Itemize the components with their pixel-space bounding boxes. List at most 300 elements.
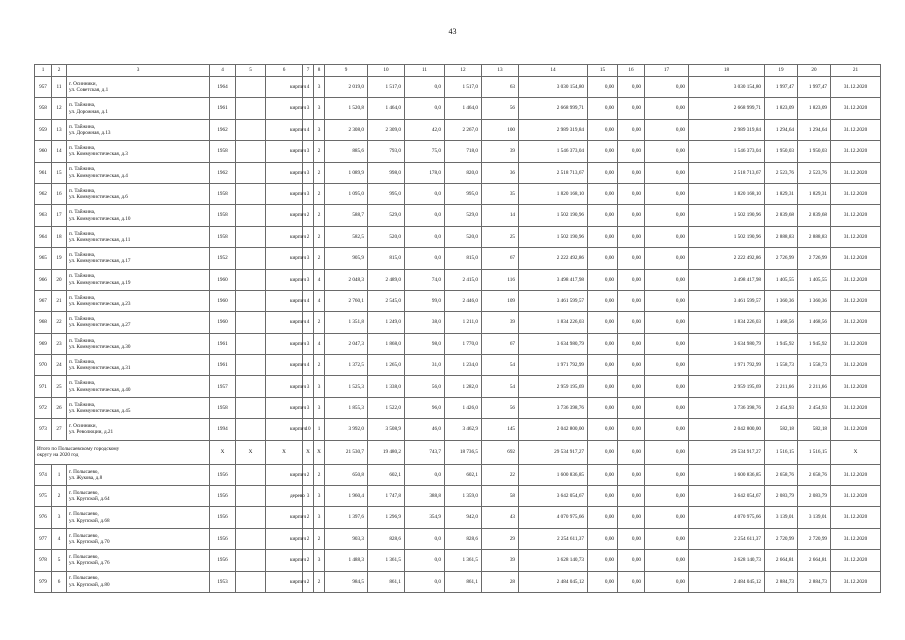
row-number-cell: 965	[35, 248, 52, 269]
entrances-cell: 2	[314, 464, 325, 485]
value-cell-c11: 38,0	[405, 312, 445, 333]
row-index-cell: 15	[52, 162, 67, 183]
date-cell: 31.12.2020	[831, 183, 881, 204]
value-cell-c10: 793,0	[368, 141, 405, 162]
row-index-cell: 24	[52, 355, 67, 376]
value-cell-c19: 2 523,76	[765, 162, 798, 183]
address-street: ул. Коммунистическая, д.19	[69, 279, 131, 286]
value-cell-c12: 2 267,0	[445, 119, 482, 140]
row-index-cell: 4	[52, 528, 67, 549]
value-cell-c20: 2 664,81	[798, 550, 831, 571]
table-row	[35, 333, 881, 354]
value-cell-c10: 2 309,0	[368, 119, 405, 140]
entrances-cell: 2	[314, 141, 325, 162]
address-street: ул. Крупской, д.76	[69, 560, 110, 567]
year-cell: 1956	[210, 507, 236, 528]
value-cell-c9: 2 019,0	[325, 77, 368, 98]
date-cell: 31.12.2020	[831, 269, 881, 290]
wall-material-cell: кирпич	[266, 226, 303, 247]
column-number-header: 9	[325, 65, 368, 77]
row-number-cell: 978	[35, 550, 52, 571]
value-cell-c11: 98,0	[405, 333, 445, 354]
year-cell: 1952	[210, 248, 236, 269]
address-cell	[67, 507, 210, 528]
address-cell	[67, 528, 210, 549]
entrances-cell: 4	[314, 290, 325, 311]
column-number-header: 21	[831, 65, 881, 77]
floors-cell: 3	[303, 376, 314, 397]
value-cell-c19: 2 720,99	[765, 528, 798, 549]
floors-cell: 3	[303, 397, 314, 418]
row-index-cell: 11	[52, 77, 67, 98]
wall-material-cell: кирпич	[266, 77, 303, 98]
entrances-cell: 3	[314, 397, 325, 418]
value-cell-c20: 1 950,03	[798, 141, 831, 162]
empty-cell	[236, 98, 266, 119]
date-cell: 31.12.2020	[831, 205, 881, 226]
value-cell-c12: 3 462,9	[445, 419, 482, 440]
summary-cell-c8: X	[314, 440, 325, 464]
empty-cell	[236, 397, 266, 418]
value-cell-c16: 0,00	[618, 464, 645, 485]
summary-cell-c12: 18 736,5	[445, 440, 482, 464]
row-number-cell: 969	[35, 333, 52, 354]
value-cell-c15: 0,00	[588, 486, 618, 507]
value-cell-c19: 1 945,92	[765, 333, 798, 354]
value-cell-c16: 0,00	[618, 248, 645, 269]
wall-material-cell: кирпич	[266, 119, 303, 140]
value-cell-c10: 995,0	[368, 183, 405, 204]
floors-cell: 2	[303, 528, 314, 549]
value-cell-c15: 0,00	[588, 183, 618, 204]
value-cell-c19: 2 211,66	[765, 376, 798, 397]
row-number-cell: 979	[35, 571, 52, 592]
value-cell-c14: 1 600 836,85	[519, 464, 588, 485]
floors-cell: 3	[303, 141, 314, 162]
address-locality: п. Тайжина,	[69, 337, 96, 344]
value-cell-c13: 145	[482, 419, 519, 440]
value-cell-c18: 3 634 980,79	[689, 333, 765, 354]
value-cell-c13: 39	[482, 141, 519, 162]
address-locality: п. Тайжина,	[69, 166, 96, 173]
row-index-cell: 5	[52, 550, 67, 571]
summary-label	[35, 440, 210, 464]
date-cell: 31.12.2020	[831, 162, 881, 183]
table-row	[35, 269, 881, 290]
value-cell-c12: 602,1	[445, 464, 482, 485]
address-street: ул. Крупской, д.80	[69, 581, 110, 588]
page-number: 43	[448, 27, 457, 36]
row-index-cell: 26	[52, 397, 67, 418]
column-number-header: 1	[35, 65, 52, 77]
value-cell-c14: 2 222 492,86	[519, 248, 588, 269]
wall-material-cell: кирпич	[266, 248, 303, 269]
address-street: ул. Коммунистическая, д.40	[69, 386, 131, 393]
row-number-cell: 971	[35, 376, 52, 397]
value-cell-c18: 3 642 054,67	[689, 486, 765, 507]
value-cell-c13: 36	[482, 162, 519, 183]
value-cell-c12: 815,0	[445, 248, 482, 269]
value-cell-c13: 14	[482, 205, 519, 226]
value-cell-c20: 2 888,83	[798, 226, 831, 247]
value-cell-c11: 0,0	[405, 98, 445, 119]
table-row	[35, 183, 881, 204]
value-cell-c10: 2 545,0	[368, 290, 405, 311]
year-cell: 1956	[210, 550, 236, 571]
address-street: ул. Революции, д.21	[69, 429, 114, 436]
value-cell-c20: 1 558,73	[798, 355, 831, 376]
value-cell-c12: 1 361,5	[445, 550, 482, 571]
column-number-header: 15	[588, 65, 618, 77]
value-cell-c20: 2 454,93	[798, 397, 831, 418]
value-cell-c18: 2 222 492,86	[689, 248, 765, 269]
address-locality: п. Тайжина,	[69, 230, 96, 237]
value-cell-c20: 2 083,79	[798, 486, 831, 507]
table-row	[35, 397, 881, 418]
address-locality: г. Полысаево,	[69, 468, 99, 475]
date-cell: 31.12.2020	[831, 397, 881, 418]
value-cell-c16: 0,00	[618, 571, 645, 592]
value-cell-c10: 1 464,0	[368, 98, 405, 119]
address-cell	[67, 77, 210, 98]
summary-cell-c10: 19 480,2	[368, 440, 405, 464]
column-number-header: 17	[645, 65, 689, 77]
value-cell-c18: 2 254 611,37	[689, 528, 765, 549]
value-cell-c18: 2 959 195,69	[689, 376, 765, 397]
year-cell: 1953	[210, 571, 236, 592]
wall-material-cell: дерево	[266, 486, 303, 507]
address-locality: п. Тайжина,	[69, 102, 96, 109]
value-cell-c18: 2 518 713,67	[689, 162, 765, 183]
housing-table	[34, 64, 881, 593]
entrances-cell: 3	[314, 550, 325, 571]
summary-cell-c13: 692	[482, 440, 519, 464]
address-street: ул. Коммунистическая, д.11	[69, 236, 131, 243]
row-index-cell: 19	[52, 248, 67, 269]
value-cell-c15: 0,00	[588, 333, 618, 354]
value-cell-c16: 0,00	[618, 507, 645, 528]
value-cell-c16: 0,00	[618, 333, 645, 354]
entrances-cell: 2	[314, 248, 325, 269]
value-cell-c13: 67	[482, 333, 519, 354]
address-locality: п. Тайжина,	[69, 294, 96, 301]
value-cell-c15: 0,00	[588, 269, 618, 290]
value-cell-c14: 3 628 140,73	[519, 550, 588, 571]
value-cell-c19: 1 294,64	[765, 119, 798, 140]
year-cell: 1956	[210, 486, 236, 507]
year-cell: 1961	[210, 98, 236, 119]
year-cell: 1994	[210, 419, 236, 440]
value-cell-c14: 3 736 398,76	[519, 397, 588, 418]
value-cell-c10: 815,0	[368, 248, 405, 269]
value-cell-c14: 2 254 611,37	[519, 528, 588, 549]
table-row	[35, 528, 881, 549]
column-number-header: 19	[765, 65, 798, 77]
value-cell-c9: 1 397,6	[325, 507, 368, 528]
value-cell-c19: 1 997,47	[765, 77, 798, 98]
value-cell-c10: 1 296,9	[368, 507, 405, 528]
empty-cell	[236, 248, 266, 269]
value-cell-c10: 1 249,0	[368, 312, 405, 333]
address-street: ул. Коммунистическая, д.30	[69, 343, 131, 350]
address-locality: г. Полысаево,	[69, 511, 99, 518]
value-cell-c9: 1 351,8	[325, 312, 368, 333]
value-cell-c12: 1 282,0	[445, 376, 482, 397]
date-cell: 31.12.2020	[831, 376, 881, 397]
row-number-cell: 959	[35, 119, 52, 140]
address-street: ул. Дорожная, д.13	[69, 129, 111, 136]
value-cell-c16: 0,00	[618, 183, 645, 204]
date-cell: 31.12.2020	[831, 486, 881, 507]
empty-cell	[236, 77, 266, 98]
value-cell-c10: 1 747,8	[368, 486, 405, 507]
address-cell	[67, 312, 210, 333]
date-cell: 31.12.2020	[831, 226, 881, 247]
value-cell-c12: 1 517,0	[445, 77, 482, 98]
floors-cell: 3	[303, 486, 314, 507]
wall-material-cell: кирпич	[266, 98, 303, 119]
value-cell-c17: 0,00	[645, 464, 689, 485]
value-cell-c11: 0,0	[405, 528, 445, 549]
table-row	[35, 550, 881, 571]
table-row	[35, 312, 881, 333]
empty-cell	[236, 528, 266, 549]
value-cell-c12: 2 446,0	[445, 290, 482, 311]
year-cell: 1958	[210, 183, 236, 204]
address-locality: г. Полысаево,	[69, 575, 99, 582]
row-index-cell: 2	[52, 486, 67, 507]
empty-cell	[236, 269, 266, 290]
year-cell: 1958	[210, 205, 236, 226]
housing-table-container	[34, 64, 881, 593]
value-cell-c11: 178,0	[405, 162, 445, 183]
value-cell-c12: 828,6	[445, 528, 482, 549]
empty-cell	[236, 486, 266, 507]
value-cell-c17: 0,00	[645, 486, 689, 507]
row-index-cell: 18	[52, 226, 67, 247]
summary-cell-c15: 0,00	[588, 440, 618, 464]
year-cell: 1961	[210, 355, 236, 376]
year-cell: 1960	[210, 290, 236, 311]
value-cell-c10: 828,6	[368, 528, 405, 549]
entrances-cell: 2	[314, 162, 325, 183]
empty-cell	[236, 376, 266, 397]
address-cell	[67, 290, 210, 311]
value-cell-c16: 0,00	[618, 397, 645, 418]
table-row	[35, 571, 881, 592]
value-cell-c16: 0,00	[618, 376, 645, 397]
address-locality: г. Полысаево,	[69, 554, 99, 561]
summary-row	[35, 440, 881, 464]
value-cell-c18: 1 834 226,03	[689, 312, 765, 333]
row-index-cell: 22	[52, 312, 67, 333]
value-cell-c11: 0,0	[405, 183, 445, 204]
value-cell-c13: 22	[482, 464, 519, 485]
address-cell	[67, 571, 210, 592]
value-cell-c9: 984,5	[325, 571, 368, 592]
table-row	[35, 419, 881, 440]
entrances-cell: 3	[314, 376, 325, 397]
value-cell-c14: 4 070 975,66	[519, 507, 588, 528]
year-cell: 1956	[210, 528, 236, 549]
value-cell-c14: 2 042 800,00	[519, 419, 588, 440]
value-cell-c17: 0,00	[645, 376, 689, 397]
entrances-cell: 4	[314, 269, 325, 290]
address-locality: п. Тайжина,	[69, 380, 96, 387]
value-cell-c9: 1 520,8	[325, 98, 368, 119]
column-number-header: 13	[482, 65, 519, 77]
address-cell	[67, 464, 210, 485]
wall-material-cell: кирпич	[266, 355, 303, 376]
row-number-cell: 972	[35, 397, 52, 418]
value-cell-c9: 905,9	[325, 248, 368, 269]
date-cell: 31.12.2020	[831, 355, 881, 376]
empty-cell	[236, 162, 266, 183]
address-locality: п. Тайжина,	[69, 252, 96, 259]
value-cell-c9: 903,3	[325, 528, 368, 549]
value-cell-c17: 0,00	[645, 528, 689, 549]
value-cell-c10: 3 508,9	[368, 419, 405, 440]
address-locality: г. Полысаево,	[69, 532, 99, 539]
address-locality: п. Тайжина,	[69, 358, 96, 365]
value-cell-c12: 529,0	[445, 205, 482, 226]
date-cell: 31.12.2020	[831, 528, 881, 549]
table-row	[35, 507, 881, 528]
year-cell: 1958	[210, 397, 236, 418]
value-cell-c14: 3 030 154,80	[519, 77, 588, 98]
summary-cell-c20: 1 516,15	[798, 440, 831, 464]
entrances-cell: 4	[314, 333, 325, 354]
row-index-cell: 1	[52, 464, 67, 485]
value-cell-c18: 2 668 999,71	[689, 98, 765, 119]
summary-cell-c7: X	[303, 440, 314, 464]
empty-cell	[236, 290, 266, 311]
address-street: ул. Коммунистическая, д.45	[69, 408, 131, 415]
value-cell-c19: 2 658,76	[765, 464, 798, 485]
year-cell: 1960	[210, 269, 236, 290]
value-cell-c17: 0,00	[645, 550, 689, 571]
value-cell-c13: 43	[482, 507, 519, 528]
row-number-cell: 964	[35, 226, 52, 247]
empty-cell	[236, 183, 266, 204]
value-cell-c17: 0,00	[645, 119, 689, 140]
entrances-cell: 2	[314, 183, 325, 204]
summary-cell-c5: X	[236, 440, 266, 464]
value-cell-c11: 0,0	[405, 205, 445, 226]
value-cell-c11: 0,0	[405, 464, 445, 485]
value-cell-c15: 0,00	[588, 376, 618, 397]
value-cell-c18: 3 736 398,76	[689, 397, 765, 418]
table-body	[35, 77, 881, 593]
value-cell-c11: 96,0	[405, 397, 445, 418]
value-cell-c19: 1 558,73	[765, 355, 798, 376]
value-cell-c20: 1 997,47	[798, 77, 831, 98]
column-number-header: 8	[314, 65, 325, 77]
wall-material-cell: кирпич	[266, 397, 303, 418]
empty-cell	[236, 312, 266, 333]
floors-cell: 2	[303, 226, 314, 247]
value-cell-c14: 2 484 045,12	[519, 571, 588, 592]
row-number-cell: 967	[35, 290, 52, 311]
value-cell-c20: 1 468,56	[798, 312, 831, 333]
value-cell-c10: 1 265,0	[368, 355, 405, 376]
value-cell-c18: 3 030 154,80	[689, 77, 765, 98]
wall-material-cell: кирпич	[266, 464, 303, 485]
value-cell-c12: 1 464,0	[445, 98, 482, 119]
address-cell	[67, 141, 210, 162]
value-cell-c20: 2 720,99	[798, 528, 831, 549]
wall-material-cell: кирпич	[266, 333, 303, 354]
value-cell-c13: 58	[482, 486, 519, 507]
value-cell-c14: 1 502 190,96	[519, 205, 588, 226]
row-number-cell: 975	[35, 486, 52, 507]
value-cell-c14: 1 546 373,04	[519, 141, 588, 162]
value-cell-c12: 2 415,0	[445, 269, 482, 290]
value-cell-c15: 0,00	[588, 205, 618, 226]
summary-cell-c4: X	[210, 440, 236, 464]
value-cell-c17: 0,00	[645, 98, 689, 119]
value-cell-c15: 0,00	[588, 397, 618, 418]
summary-cell-c11: 743,7	[405, 440, 445, 464]
value-cell-c15: 0,00	[588, 571, 618, 592]
value-cell-c17: 0,00	[645, 419, 689, 440]
table-row	[35, 355, 881, 376]
value-cell-c15: 0,00	[588, 419, 618, 440]
year-cell: 1964	[210, 77, 236, 98]
row-number-cell: 958	[35, 98, 52, 119]
address-cell	[67, 486, 210, 507]
address-street: ул. Крупской, д.64	[69, 496, 110, 503]
value-cell-c11: 75,0	[405, 141, 445, 162]
value-cell-c11: 0,0	[405, 571, 445, 592]
floors-cell: 3	[303, 333, 314, 354]
value-cell-c9: 885,6	[325, 141, 368, 162]
value-cell-c20: 1 823,09	[798, 98, 831, 119]
empty-cell	[236, 205, 266, 226]
entrances-cell: 3	[314, 507, 325, 528]
value-cell-c17: 0,00	[645, 269, 689, 290]
value-cell-c9: 2 308,0	[325, 119, 368, 140]
address-cell	[67, 376, 210, 397]
address-street: ул. Дорожная, д.1	[69, 108, 108, 115]
value-cell-c10: 998,0	[368, 162, 405, 183]
address-locality: п. Тайжина,	[69, 401, 96, 408]
summary-cell-c16: 0,00	[618, 440, 645, 464]
wall-material-cell: кирпич	[266, 183, 303, 204]
value-cell-c19: 2 884,73	[765, 571, 798, 592]
value-cell-c9: 1 089,9	[325, 162, 368, 183]
value-cell-c9: 1 488,3	[325, 550, 368, 571]
value-cell-c19: 2 083,79	[765, 486, 798, 507]
wall-material-cell: кирпич	[266, 376, 303, 397]
table-row	[35, 290, 881, 311]
wall-material-cell: кирпич	[266, 550, 303, 571]
row-number-cell: 977	[35, 528, 52, 549]
value-cell-c19: 1 823,09	[765, 98, 798, 119]
value-cell-c16: 0,00	[618, 226, 645, 247]
value-cell-c18: 1 820 168,10	[689, 183, 765, 204]
value-cell-c18: 1 600 836,85	[689, 464, 765, 485]
value-cell-c14: 3 461 599,57	[519, 290, 588, 311]
floors-cell: 3	[303, 248, 314, 269]
value-cell-c20: 1 405,55	[798, 269, 831, 290]
empty-cell	[236, 571, 266, 592]
value-cell-c16: 0,00	[618, 119, 645, 140]
value-cell-c14: 1 502 190,96	[519, 226, 588, 247]
value-cell-c11: 42,0	[405, 119, 445, 140]
value-cell-c15: 0,00	[588, 248, 618, 269]
wall-material-cell: кирпич	[266, 290, 303, 311]
